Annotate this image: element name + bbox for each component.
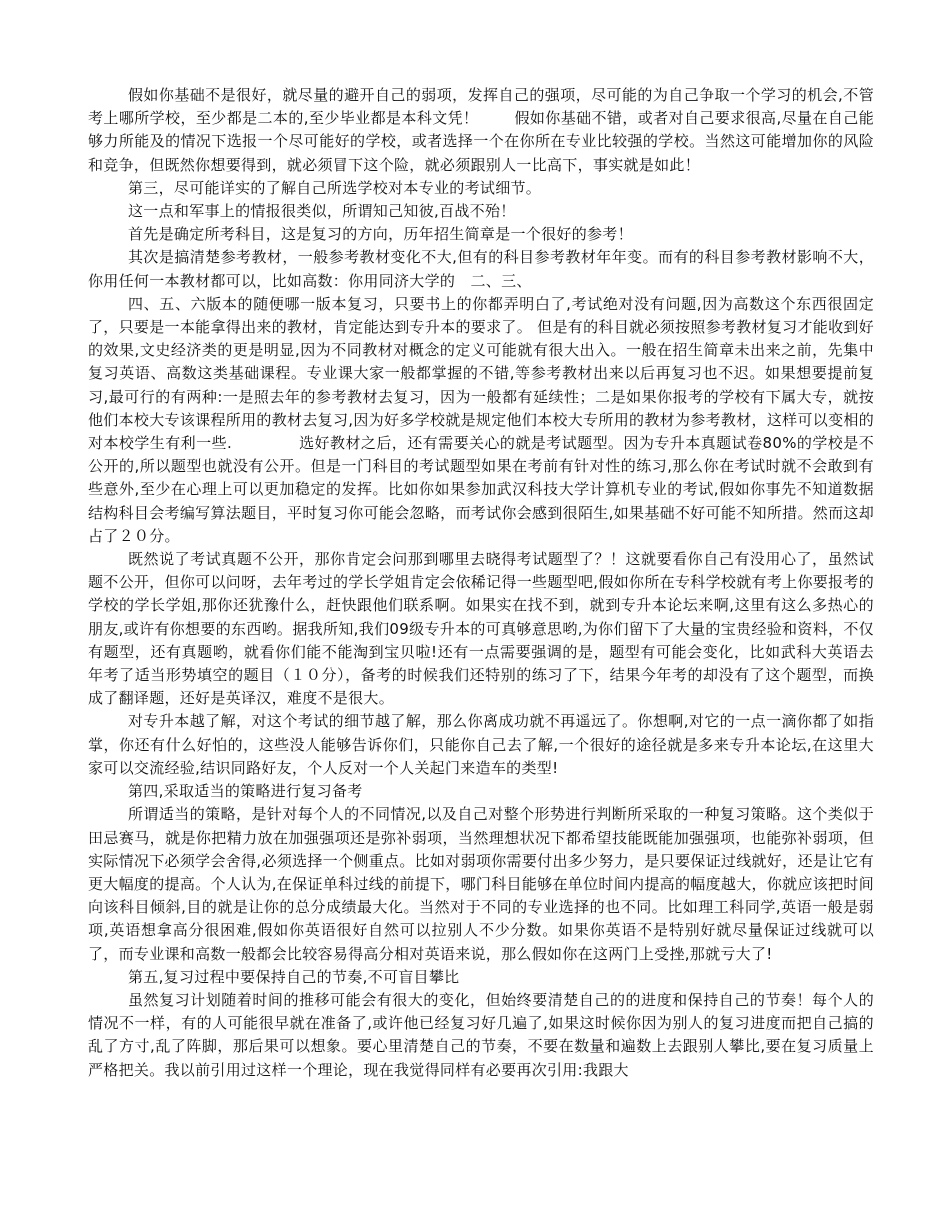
paragraph-exam-question-types: 既然说了考试真题不公开，那你肯定会问那到哪里去晓得考试题型了？！这就要看你自己有没用心了，虽然试题不公开，但你可以问呀，去年考过的学长学姐肯定会依稀记得一些题型吧,假如你所在专科学校就有考上你要报考的学校的学长学姐,那你还犹豫什么，赶快跟他们联系啊。如果实在找不到，就到专升本论坛来啊,这里有这么多热心的朋友,或许有你想要的东西哟。据我所知,我们09级专升本的可真够意思哟,为你们留下了大量的宝贵经验和资料，不仅有题型，还有真题哟，就看你们能不能淘到宝贝啦!还有一点需要强调的是，题型有可能会变化，比如武科大英语去年考了适当形势填空的题目（１０分），备考的时候我们还特别的练习了下，结果今年考的却没有了这个题型，而换成了翻译题，还好是英译汉，难度不是很大。 bbox=[88, 550, 874, 708]
paragraph-know-yourself: 这一点和军事上的情报很类似，所谓知己知彼,百战不殆！ bbox=[128, 202, 516, 221]
heading-third-point: 第三，尽可能详实的了解自己所选学校对本专业的考试细节。 bbox=[128, 178, 542, 197]
paragraph-own-pace: 虽然复习计划随着时间的推移可能会有很大的变化，但始终要清楚自己的的进度和保持自己的节奏！每个人的情况不一样，有的人可能很早就在准备了,或许他已经复习好几遍了,如果这时候你因为别人的复习进度而把自己搞的乱了方寸,乱了阵脚，那后果可以想象。要心里清楚自己的节奏，不要在数量和遍数上去跟别人攀比,要在复习质量上严格把关。我以前引用过这样一个理论，现在我觉得同样有必要再次引用:我跟大 bbox=[88, 990, 874, 1079]
paragraph-textbook-versions: 四、五、六版本的随便哪一版本复习，只要书上的你都弄明白了,考试绝对没有问题,因为高数这个东西很固定了，只要是一本能拿得出来的教材，肯定能达到专升本的要求了。 但是有的科目就必须按照参考教材复习才能收到好的效果,文史经济类的更是明显,因为不同教材对概念的定义可能就有很大出入。一般在招生简章未出来之前，先集中复习英语、高数这类基础课程。专业课大家一般都掌握的不错,等参考教材出来以后再复习也不迟。如果想要提前复习,最可行的有两种:一是照去年的参考教材去复习，因为一般都有延续性；二是如果你报考的学校有下属大专，就按他们本校大专该课程所用的教材去复习,因为好多学校就是规定他们本校大专所用的教材为参考教材，这样可以变相的对本校学生有利一些. 选好教材之后，还有需要关心的就是考试题型。因为专升本真题试卷80%的学校是不公开的,所以题型也就没有公开。但是一门科目的考试题型如果在考前有针对性的练习,那么你在考试时就不会敢到有些意外,至少在心理上可以更加稳定的发挥。比如你如果参加武汉科技大学计算机专业的考试,假如你事先不知道数据结构科目会考编写算法题目，平时复习你可能会忽略，而考试你会感到很陌生,如果基础不好可能不知所措。然而这却占了２０分。 bbox=[88, 294, 874, 545]
paragraph-understand-exam: 对专升本越了解，对这个考试的细节越了解，那么你离成功就不再遥远了。你想啊,对它的一点一滴你都了如指掌，你还有什么好怕的，这些没人能够告诉你们，只能你自己去了解,一个很好的途径就是多来专升本论坛,在这里大家可以交流经验,结识同路好友，个人反对一个人关起门来造车的类型! bbox=[88, 712, 874, 777]
paragraph-weak-strong-choice: 假如你基础不是很好，就尽量的避开自己的弱项，发挥自己的强项，尽可能的为自己争取一个学习的机会,不管考上哪所学校，至少都是二本的,至少毕业都是本科文凭！ 假如你基础不错，或者对自己要求很高,尽量在自己能够力所能及的情况下选报一个尽可能好的学校，或者选择一个在你所在专业比较强的学校。当然这可能增加你的风险和竞争，但既然你想要得到，就必须冒下这个险，就必须跟别人一比高下，事实就是如此！ bbox=[88, 86, 874, 174]
paragraph-subjects: 首先是确定所考科目，这是复习的方向，历年招生简章是一个很好的参考！ bbox=[128, 225, 633, 244]
document-body bbox=[88, 84, 874, 1082]
heading-fifth-point: 第五,复习过程中要保持自己的节奏,不可盲目攀比 bbox=[128, 967, 460, 986]
paragraph-textbooks: 其次是搞清楚参考教材，一般参考教材变化不大,但有的科目参考教材年年变。而有的科目参考教材影响不大，你用任何一本教材都可以，比如高数：你用同济大学的 二、三、 bbox=[88, 248, 874, 290]
paragraph-strategy: 所谓适当的策略，是针对每个人的不同情况,以及自己对整个形势进行判断所采取的一种复习策略。这个类似于田忌赛马，就是你把精力放在加强强项还是弥补弱项，当然理想状况下都希望技能既能加强强项，也能弥补弱项，但实际情况下必须学会舍得,必须选择一个侧重点。比如对弱项你需要付出多少努力，是只要保证过线就好，还是让它有更大幅度的提高。个人认为,在保证单科过线的前提下，哪门科目能够在单位时间内提高的幅度越大，你就应该把时间向该科目倾斜,目的就是让你的总分成绩最大化。当然对于不同的专业选择的也不同。比如理工科同学,英语一般是弱项,英语想拿高分很困难,假如你英语很好自然可以拉别人不少分数。如果你英语不是特别好就尽量保证过线就可以了，而专业课和高数一般都会比较容易得高分相对英语来说，那么假如你在这两门上受挫,那就亏大了! bbox=[88, 805, 874, 963]
heading-fourth-point: 第四,采取适当的策略进行复习备考 bbox=[128, 782, 363, 801]
